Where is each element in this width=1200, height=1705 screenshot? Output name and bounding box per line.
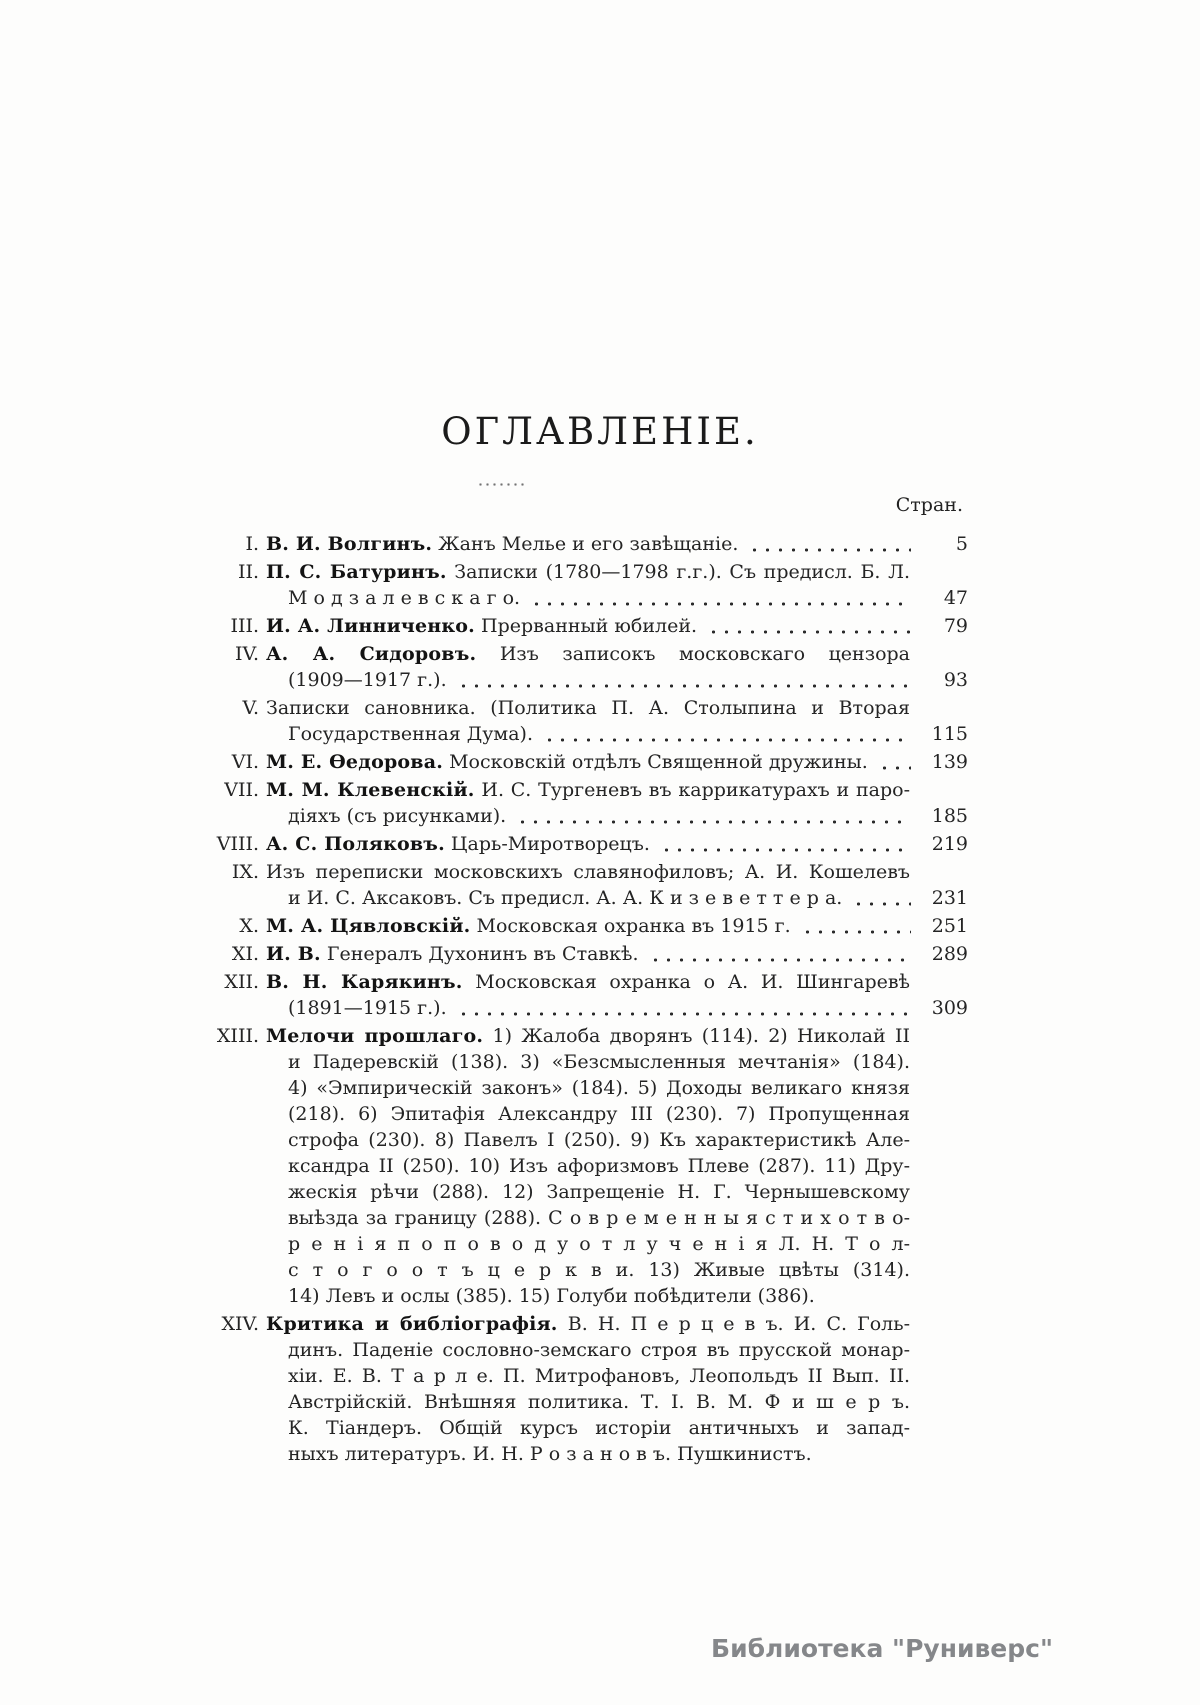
toc-entry [200,777,968,829]
toc-entry [200,1023,968,1309]
toc-line [200,1127,968,1153]
toc-line [200,1363,968,1389]
toc-entry [200,749,968,775]
toc-entry-text: и Падеревскій (138). 3) «Безсмысленныя мечтанія» (184). [288,1051,910,1073]
page-title: ОГЛАВЛЕНІЕ. [441,410,759,453]
toc-line [200,1153,968,1179]
toc-entry-numeral: II. [237,561,259,583]
toc-entry-numeral [200,803,266,829]
toc-entry [200,559,968,611]
toc-line [200,803,968,829]
toc-entry [200,641,968,693]
toc-entry-numeral: XII. [224,971,259,993]
toc-page-number: 309 [931,997,968,1019]
toc-entry-numeral [200,995,266,1021]
toc-entry-text: Критика и библіографія. В. Н. П е р ц е в ъ. И. С. Голь- [266,1313,911,1335]
toc-entry-text: М. М. Клевенскій. И. С. Тургеневъ въ каррикатурахъ и паро- [266,779,910,801]
toc-line [200,667,968,693]
toc-entry-numeral [200,585,266,611]
toc-page-number: 289 [931,943,968,965]
toc-page-number: 5 [955,533,968,555]
toc-entry-numeral: VIII. [216,833,259,855]
toc-line [200,695,968,721]
toc-entry-numeral [200,1049,266,1075]
toc-line [200,1075,968,1101]
toc-list [200,531,968,1469]
toc-entry-text: М. А. Цявловскій. Московская охранка въ 1915 г. [266,915,791,937]
toc-page-number: 139 [931,751,968,773]
toc-line [200,1415,968,1441]
toc-line [200,721,968,747]
dot-leader [745,531,914,557]
toc-entry-text: ныхъ литературъ. И. Н. Р о з а н о в ъ. Пушкинистъ. [288,1443,812,1465]
toc-entry-text: М о д з а л е в с к а г о. [288,587,521,609]
toc-entry [200,859,968,911]
toc-entry-text: и И. С. Аксаковъ. Съ предисл. А. А. К и з е в е т т е р а. [288,887,843,909]
toc-line [200,559,968,585]
toc-line [200,1049,968,1075]
toc-entry [200,969,968,1021]
toc-entry-text: ксандра II (250). 10) Изъ афоризмовъ Плеве (287). 11) Дру- [288,1155,910,1177]
toc-entry-text: динъ. Паденіе сословно-земскаго строя въ прусской монар- [288,1339,910,1361]
ornament-divider [477,482,525,488]
toc-entry-numeral: III. [230,615,259,637]
toc-entry-numeral [200,1179,266,1205]
toc-entry-text: (1909—1917 г.). [288,669,447,691]
toc-entry-numeral [200,1127,266,1153]
toc-entry-text: В. И. Волгинъ. Жанъ Мелье и его завѣщаніе. [266,533,739,555]
toc-line [200,969,968,995]
toc-line [200,613,968,639]
toc-line [200,1205,968,1231]
toc-line [200,531,968,557]
toc-entry-text: діяхъ (съ рисунками). [288,805,507,827]
toc-entry-numeral [200,1283,266,1309]
toc-line [200,885,968,911]
toc-entry-text: П. С. Батуринъ. Записки (1780—1798 г.г.). Съ предисл. Б. Л. [266,561,910,583]
toc-line [200,1231,968,1257]
toc-entry [200,531,968,557]
toc-entry-numeral [200,885,266,911]
toc-entry-text: М. Е. Ѳедорова. Московскій отдѣлъ Священной дружины. [266,751,868,773]
toc-entry-text: А. А. Сидоровъ. Изъ записокъ московскаго цензора [266,643,911,665]
toc-entry-numeral: IV. [235,643,259,665]
pages-column-header: Стран. [895,494,963,516]
dot-leader [540,721,914,747]
toc-line [200,1441,968,1467]
toc-entry-numeral: XIII. [216,1025,259,1047]
toc-line [200,1023,968,1049]
toc-entry [200,695,968,747]
toc-entry-text: жескія рѣчи (288). 12) Запрещеніе Н. Г. Чернышевскому [288,1181,910,1203]
dot-leader [657,831,914,857]
toc-entry-text: 14) Левъ и ослы (385). 15) Голуби побѣдители (386). [288,1285,815,1307]
dot-leader [527,585,914,611]
toc-entry-numeral [200,1075,266,1101]
toc-entry-text: (1891—1915 г.). [288,997,447,1019]
toc-page-number: 115 [931,723,968,745]
toc-page-number: 251 [931,915,968,937]
toc-entry-text: Австрійскій. Внѣшняя политика. Т. I. В. М. Ф и ш е р ъ. [288,1391,910,1413]
toc-entry-text: хіи. Е. В. Т а р л е. П. Митрофановъ, Леопольдъ II Вып. II. [288,1365,910,1387]
toc-entry [200,1311,968,1467]
toc-line [200,1337,968,1363]
toc-entry-text: с т о г о о т ъ ц е р к в и. 13) Живые цвѣты (314). [288,1259,910,1281]
dot-leader [454,995,914,1021]
toc-entry-numeral: XI. [231,943,259,965]
toc-line [200,995,968,1021]
toc-entry-numeral: VI. [231,751,259,773]
toc-entry-numeral [200,1389,266,1415]
dot-leader [513,803,914,829]
toc-entry-text: (218). 6) Эпитафія Александру III (230). 7) Пропущенная [288,1103,910,1125]
dot-leader [798,913,914,939]
toc-entry-text: И. А. Линниченко. Прерванный юбилей. [266,615,698,637]
toc-page-number: 47 [943,587,968,609]
toc-line [200,1283,968,1309]
toc-line [200,941,968,967]
toc-page-number: 219 [931,833,968,855]
toc-entry [200,913,968,939]
dot-leader [454,667,914,693]
toc-page-number: 185 [931,805,968,827]
toc-line [200,1311,968,1337]
toc-line [200,1101,968,1127]
toc-entry-text: А. С. Поляковъ. Царь-Миротворецъ. [266,833,650,855]
toc-line [200,641,968,667]
toc-entry-numeral [200,1153,266,1179]
toc-line [200,1257,968,1283]
toc-entry [200,831,968,857]
toc-line [200,859,968,885]
toc-entry-text: 4) «Эмпирическій законъ» (184). 5) Доходы великаго князя [288,1077,910,1099]
toc-entry-numeral [200,721,266,747]
dot-leader [704,613,914,639]
toc-entry-text: И. В. Генералъ Духонинъ въ Ставкѣ. [266,943,639,965]
toc-entry-text: К. Тіандеръ. Общій курсъ исторіи античныхъ и запад- [288,1417,910,1439]
toc-entry-text: Государственная Дума). [288,723,533,745]
toc-line [200,831,968,857]
toc-page-number: 93 [943,669,968,691]
toc-line [200,913,968,939]
toc-entry [200,941,968,967]
toc-line [200,777,968,803]
dot-leader [849,885,914,911]
toc-entry-numeral [200,667,266,693]
toc-entry-numeral [200,1101,266,1127]
library-watermark: Библиотека "Руниверс" [711,1634,1053,1663]
dot-leader [875,749,914,775]
toc-entry-text: Мелочи прошлаго. 1) Жалоба дворянъ (114). 2) Николай II [266,1025,910,1047]
toc-line [200,1389,968,1415]
toc-entry-numeral: IX. [231,861,259,883]
toc-line [200,749,968,775]
toc-page-number: 231 [931,887,968,909]
toc-entry [200,613,968,639]
toc-entry-numeral: VII. [224,779,259,801]
toc-entry-numeral: XIV. [221,1313,259,1335]
toc-entry-text: выѣзда за границу (288). С о в р е м е н н ы я с т и х о т в о- [288,1207,910,1229]
toc-entry-numeral: I. [245,533,259,555]
toc-entry-numeral [200,1363,266,1389]
toc-entry-numeral [200,1231,266,1257]
toc-entry-text: Изъ переписки московскихъ славянофиловъ; А. И. Кошелевъ [266,861,910,883]
toc-entry-numeral [200,1257,266,1283]
toc-entry-numeral: V. [242,697,259,719]
toc-entry-text: строфа (230). 8) Павелъ I (250). 9) Къ характеристикѣ Але- [288,1129,910,1151]
toc-entry-numeral [200,1337,266,1363]
toc-entry-numeral [200,1441,266,1467]
dot-leader [646,941,915,967]
toc-page-number: 79 [943,615,968,637]
toc-entry-numeral [200,1415,266,1441]
toc-entry-text: р е н і я п о п о в о д у о т л у ч е н і я Л. Н. Т о л- [288,1233,910,1255]
toc-entry-numeral: X. [239,915,259,937]
toc-entry-text: Записки сановника. (Политика П. А. Столыпина и Вторая [266,697,910,719]
toc-line [200,585,968,611]
toc-entry-text: В. Н. Карякинъ. Московская охранка о А. И. Шингаревѣ [266,971,910,993]
toc-entry-numeral [200,1205,266,1231]
toc-line [200,1179,968,1205]
